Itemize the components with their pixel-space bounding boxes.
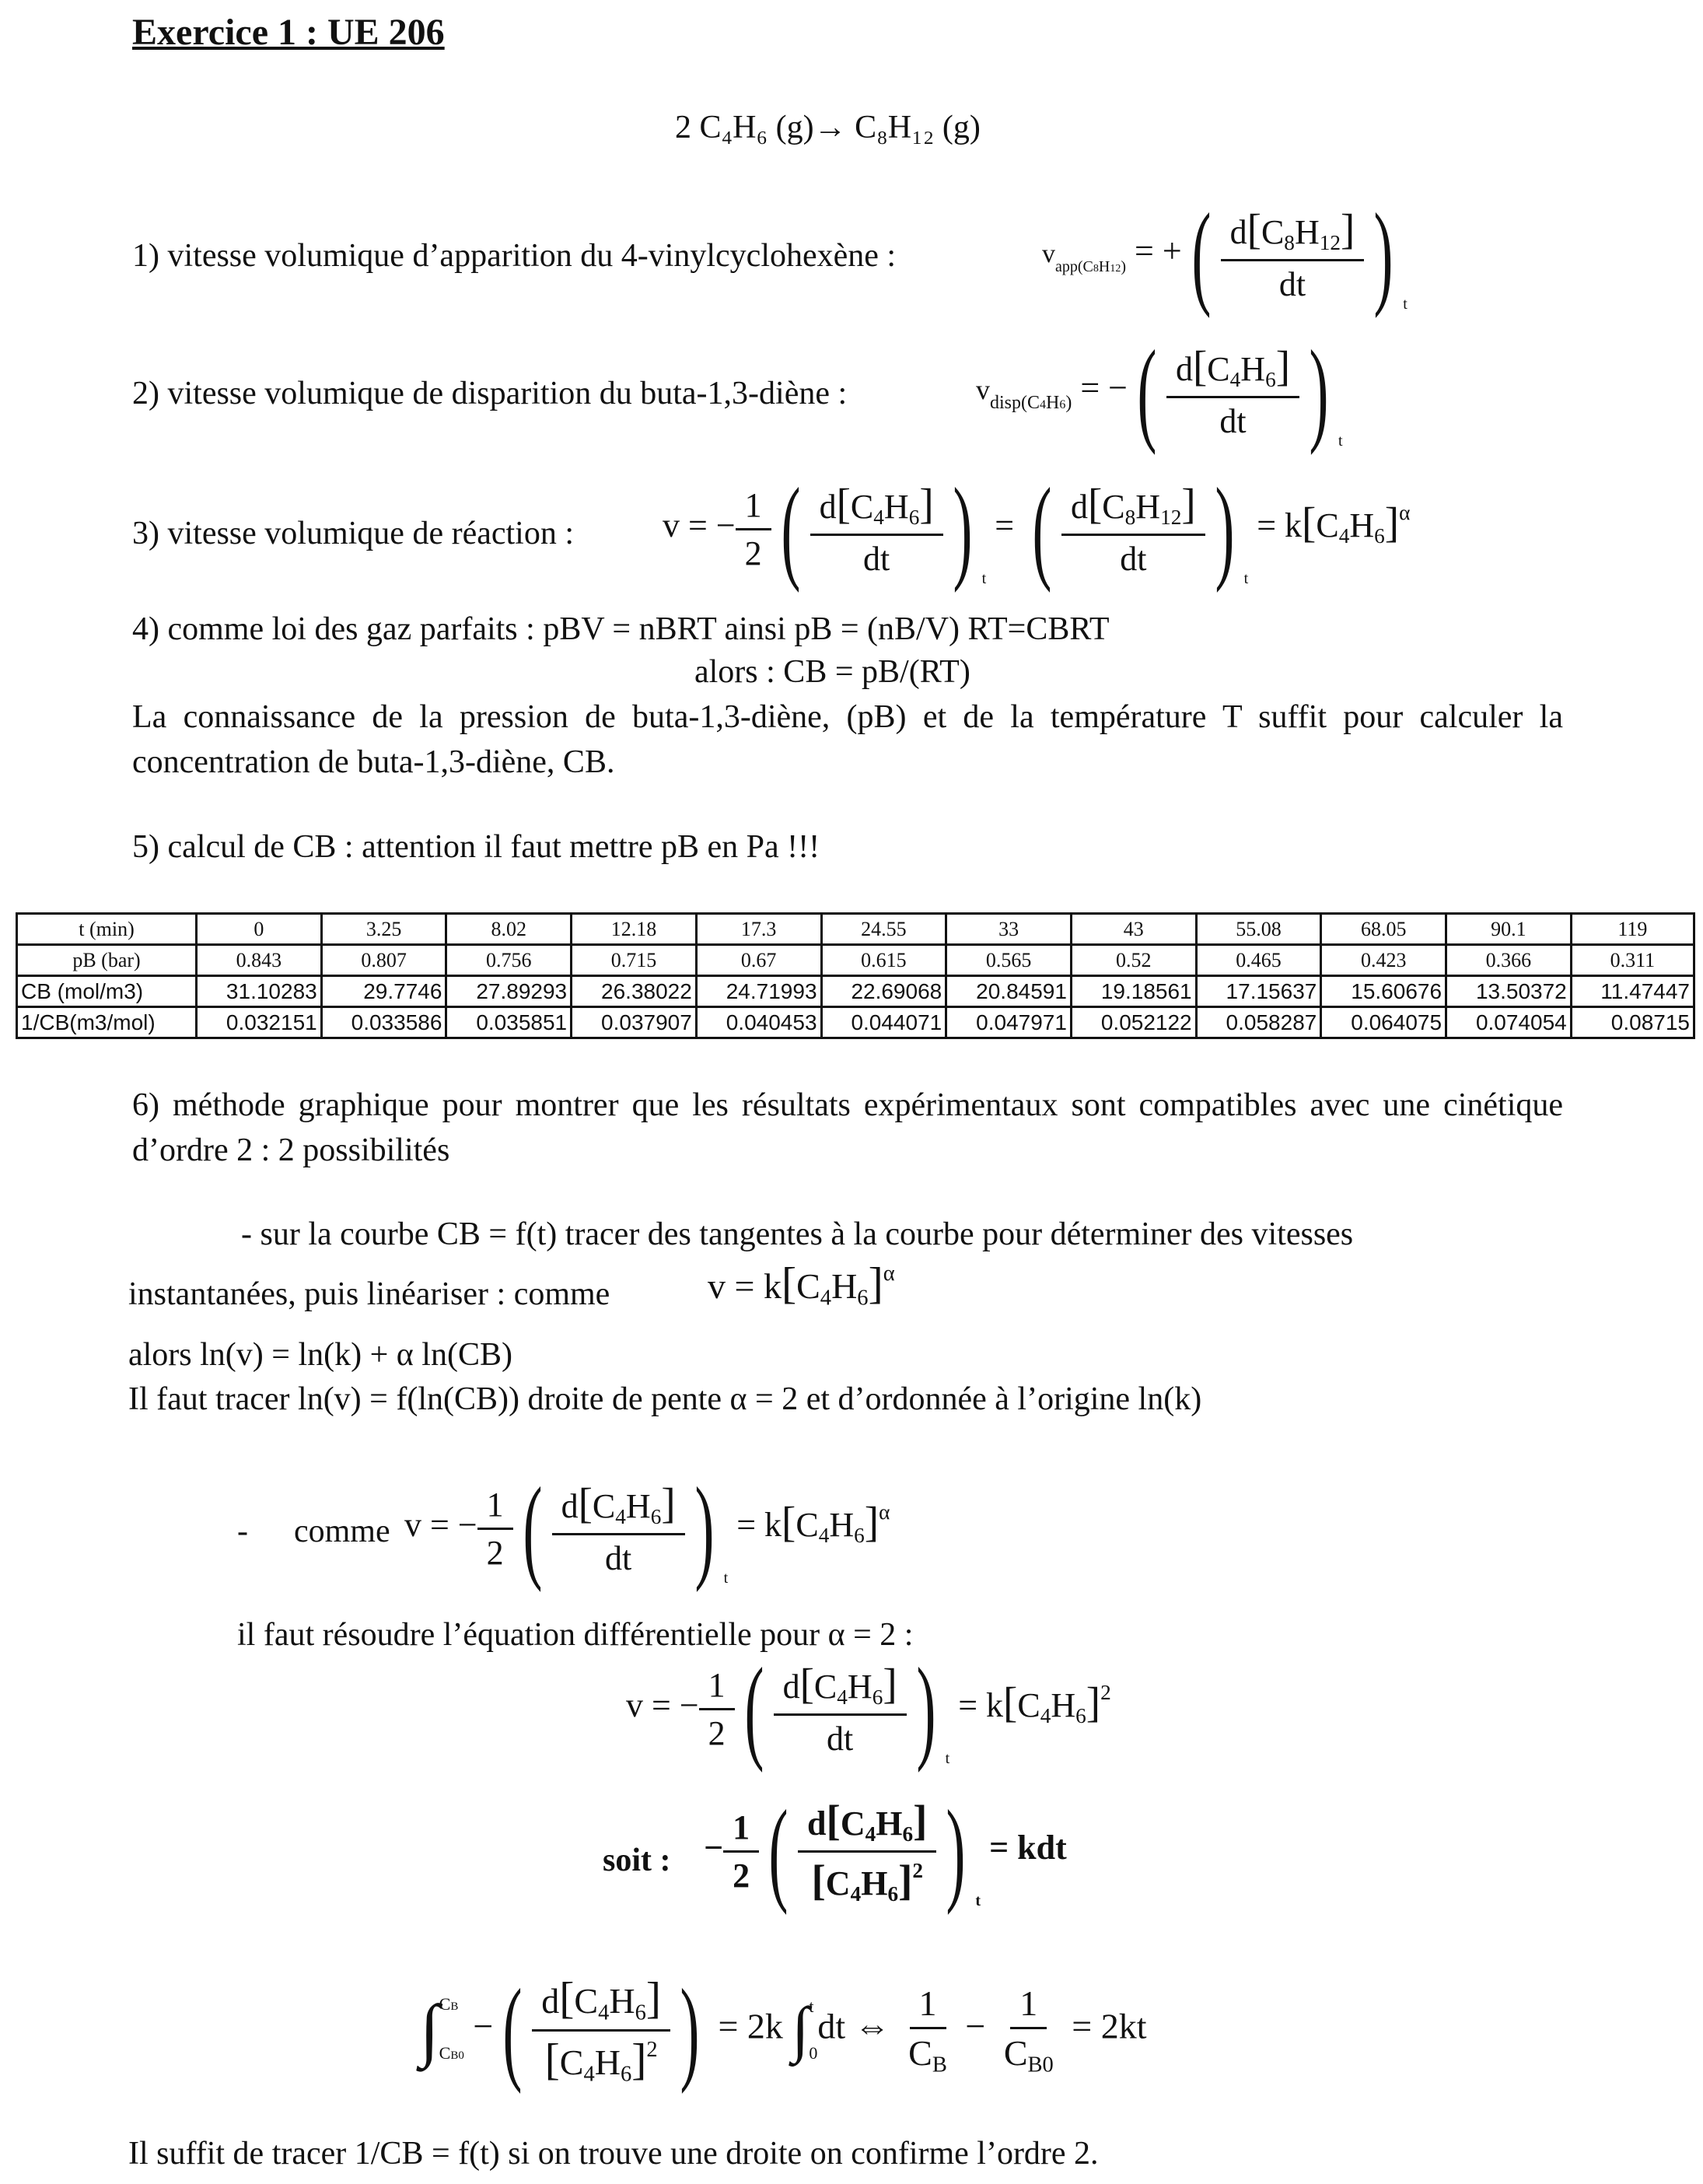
table-cell: 0.311 [1571, 945, 1694, 976]
item-4-line1: 4) comme loi des gaz parfaits : pBV = nBRT ainsi pB = (nB/V) RT=CBRT [132, 611, 1110, 647]
table-cell: 90.1 [1446, 914, 1572, 945]
table-cell: 0.033586 [321, 1007, 446, 1038]
bullet-2-dash: - [237, 1514, 248, 1549]
table-cell: 0.064075 [1321, 1007, 1446, 1038]
table-cell: 33 [946, 914, 1072, 945]
table-cell: 0.565 [946, 945, 1072, 976]
soit-label: soit : [603, 1843, 671, 1878]
table-cell: 26.38022 [572, 976, 697, 1007]
table-cell: 0.756 [446, 945, 572, 976]
table-cell: 29.7746 [321, 976, 446, 1007]
table-cell: 0.465 [1196, 945, 1321, 976]
table-cell: 0 [197, 914, 322, 945]
table-cell: 0.047971 [946, 1007, 1072, 1038]
table-cell: 24.55 [821, 914, 946, 945]
table-header-pb: pB (bar) [17, 945, 197, 976]
exercise-title: Exercice 1 : UE 206 [132, 12, 445, 53]
table-row-pb [17, 945, 1694, 976]
table-cell: 0.67 [696, 945, 821, 976]
table-cell: 55.08 [1196, 914, 1321, 945]
bullet-2-comme: comme [294, 1514, 390, 1549]
formula-v-app: $v_{app(C8H12)}$ = +( $\frac{d[C_8H_{12}]}{dt}$ ) $_t$ [1042, 190, 1408, 319]
table-cell: 0.037907 [572, 1007, 697, 1038]
table-cell: 3.25 [321, 914, 446, 945]
table-cell: 11.47447 [1571, 976, 1694, 1007]
bullet-1-line1: - sur la courbe CB = f(t) tracer des tangentes à la courbe pour déterminer des vitesses [241, 1216, 1354, 1252]
table-cell: 15.60676 [1321, 976, 1446, 1007]
formula-v-order: v = − $\frac{1}{2}$ ( $\frac{d[C_4H_6]}{dt}$ ) $_t = k[C_4H_6]^\alpha$ [404, 1464, 890, 1593]
item-2-text: 2) vitesse volumique de disparition du buta-1,3-diène : [132, 376, 848, 411]
table-cell: 0.032151 [197, 1007, 322, 1038]
table-cell: 0.843 [197, 945, 322, 976]
item-5-text: 5) calcul de CB : attention il faut mettre pB en Pa !!! [132, 829, 820, 865]
item-4-paragraph: La connaissance de la pression de buta-1,3-diène, (pB) et de la température T suffit pour calculer la concentration de buta-1,3-diène, CB. [132, 699, 1563, 780]
table-cell: 0.035851 [446, 1007, 572, 1038]
table-cell: 0.040453 [696, 1007, 821, 1038]
table-cell: 17.15637 [1196, 976, 1321, 1007]
table-cell: 0.807 [321, 945, 446, 976]
table-cell: 0.366 [1446, 945, 1572, 976]
table-cell: 27.89293 [446, 976, 572, 1007]
bullet-1-line2: instantanées, puis linéariser : comme [128, 1276, 610, 1312]
item-6-intro: 6) méthode graphique pour montrer que les résultats expérimentaux sont compatibles avec une cinétique d’ordre 2 : 2 possibilités [132, 1087, 1563, 1168]
table-cell: 19.18561 [1071, 976, 1196, 1007]
table-cell: 22.69068 [821, 976, 946, 1007]
table-cell: 13.50372 [1446, 976, 1572, 1007]
bullet-2-resoudre: il faut résoudre l’équation différentielle pour α = 2 : [237, 1617, 914, 1653]
formula-rate-law: $v = k[C_4H_6]^\alpha$ [708, 1259, 895, 1311]
table-cell: 20.84591 [946, 976, 1072, 1007]
item-4-line2: alors : CB = pB/(RT) [694, 654, 970, 690]
reaction-equation: 2 C₄H₆ (g)→ C₈H₁₂ (g) [675, 110, 981, 145]
item-1-text: 1) vitesse volumique d’apparition du 4-vinylcyclohexène : [132, 238, 897, 274]
table-cell: 17.3 [696, 914, 821, 945]
table-row-t [17, 914, 1694, 945]
table-header-inv-cb: 1/CB(m3/mol) [17, 1007, 197, 1038]
table-header-t: t (min) [17, 914, 197, 945]
table-row-cb [17, 976, 1694, 1007]
table-cell: 24.71993 [696, 976, 821, 1007]
table-cell: 12.18 [572, 914, 697, 945]
table-cell: 0.074054 [1446, 1007, 1572, 1038]
formula-integral: ∫ CB CB0 −( $\frac{d[C_4H_6]}{[C_4H_6]^2}$ ) = 2k ∫ t 0 dt ⇔ $\frac{1}{C_B}$ − $\frac{1}{C_{B0}}$ = 2kt [420, 1965, 1147, 2095]
table-cell: 0.423 [1321, 945, 1446, 976]
bullet-1-line3: alors ln(v) = ln(k) + α ln(CB) [128, 1337, 512, 1373]
formula-v-order-2: v = − $\frac{1}{2}$ ( $\frac{d[C_4H_6]}{dt}$ ) $_t = k[C_4H_6]^2$ [626, 1644, 1111, 1773]
table-cell: 0.044071 [821, 1007, 946, 1038]
table-header-cb: CB (mol/m3) [17, 976, 197, 1007]
table-cell: 31.10283 [197, 976, 322, 1007]
table-cell: 0.715 [572, 945, 697, 976]
formula-v-reaction: v = − $\frac{1}{2}$ ( $\frac{d[C_4H_6]}{dt}$ ) $_t$ = ( $\frac{d[C_8H_{12}]}{dt}$ ) $_t = k[C_4H_6]^\alpha$ [663, 464, 1411, 593]
table-cell: 43 [1071, 914, 1196, 945]
table-cell: 119 [1571, 914, 1694, 945]
formula-soit: − $\frac{1}{2}$ ( $\frac{d[C_4H_6]}{[C_4H_6]^2}$ ) $_t$ = kdt [704, 1787, 1067, 1916]
table-row-inv-cb [17, 1007, 1694, 1038]
formula-v-disp: $v_{disp(C4H6)}$ = −( $\frac{d[C_4H_6]}{dt}$ ) $_t$ [976, 327, 1343, 456]
table-cell: 0.08715 [1571, 1007, 1694, 1038]
table-cell: 68.05 [1321, 914, 1446, 945]
table-cell: 0.058287 [1196, 1007, 1321, 1038]
item-3-text: 3) vitesse volumique de réaction : [132, 516, 575, 551]
table-cell: 8.02 [446, 914, 572, 945]
table-cell: 0.615 [821, 945, 946, 976]
data-table [16, 912, 1695, 1039]
conclusion-text: Il suffit de tracer 1/CB = f(t) si on trouve une droite on confirme l’ordre 2. [128, 2136, 1099, 2172]
table-cell: 0.52 [1071, 945, 1196, 976]
bullet-1-line4: Il faut tracer ln(v) = f(ln(CB)) droite de pente α = 2 et d’ordonnée à l’origine ln(k) [128, 1381, 1202, 1417]
table-cell: 0.052122 [1071, 1007, 1196, 1038]
